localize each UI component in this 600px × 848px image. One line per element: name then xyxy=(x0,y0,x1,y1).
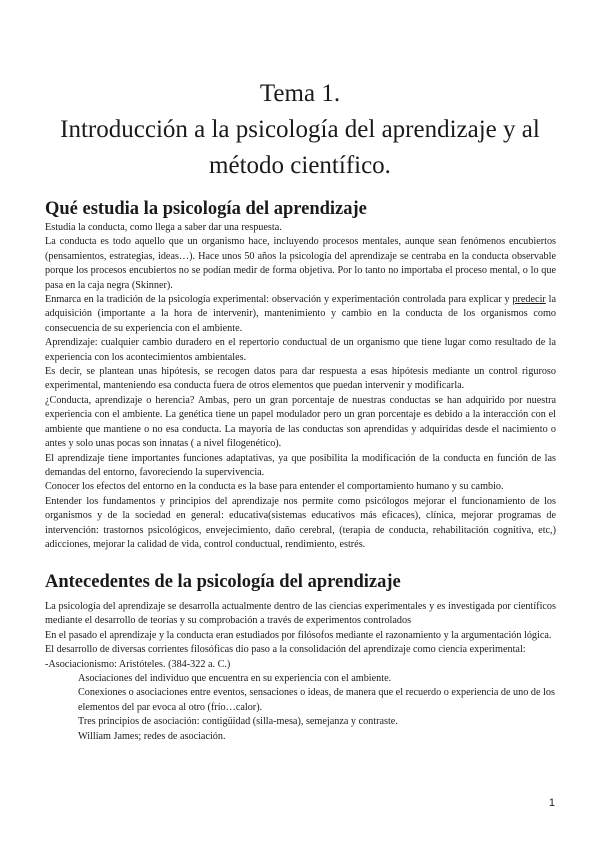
paragraph: La conducta es todo aquello que un organismo hace, incluyendo procesos mentales, aunque sean fenómenos encubiertos (pensamientos, estrategias, ideas…). Hace unos 50 años la psicología del aprendizaje se centraba en la conducta observable porque los procesos encubiertos no se podían medir de forma objetiva. Por lo tanto no importaba el proceso mental, o lo que pasa en la caja negra (Skinner). xyxy=(45,236,556,291)
indented-paragraph: William James; redes de asociación. xyxy=(78,730,226,742)
section-2-body xyxy=(45,600,556,744)
title-line-3: método científico. xyxy=(209,152,391,179)
paragraph: Entender los fundamentos y principios del aprendizaje nos permite como psicólogos mejorar el funcionamiento de los organismos y de la sociedad en general: educativa(sistemas educativos más eficaces), clínica, mejorar programas de intervención: trastornos psicológicos, envejecimiento, daño cerebral, (terapia de conducta, rehabilitación cognitiva, etc,) adicciones, mejorar la calidad de vida, control conductual, rendimiento, estrés. xyxy=(45,495,556,550)
document-title xyxy=(60,76,540,184)
paragraph-part: Enmarca en la tradición de la psicología experimental: observación y experimentación controlada para explicar y xyxy=(45,294,513,306)
title-line-2: Introducción a la psicología del aprendizaje y al xyxy=(60,116,540,143)
section-1-body xyxy=(45,221,556,552)
indented-paragraph: Conexiones o asociaciones entre eventos, sensaciones o ideas, de manera que el recuerdo o experiencia de uno de los elementos del par evoca al otro (frío…calor). xyxy=(78,687,555,713)
paragraph-part: la adquisición (importante a la hora de intervenir), mantenimiento y cambio en la conducta de los organismos como consecuencia de su experiencia con el ambiente. xyxy=(45,294,556,334)
title-line-1: Tema 1. xyxy=(259,80,341,107)
paragraph: Es decir, se plantean unas hipótesis, se recogen datos para dar respuesta a esas hipótesis mediante un control riguroso experimental, manteniendo esa conducta fuera de otros elementos que puedan intervenir y modificarla. xyxy=(45,366,556,392)
section-heading-antecedentes: Antecedentes de la psicología del aprendizaje xyxy=(45,572,401,592)
page-number: 1 xyxy=(548,797,555,809)
paragraph: ¿Conducta, aprendizaje o herencia? Ambas, pero un gran porcentaje de nuestras conductas se han adquirido por nuestra experiencia con el ambiente. La genética tiene un papel modulador pero un gran porcentaje es debido a la interacción con el ambiente que mantiene o no esa conducta. La mayoría de las conductas son aprendidas y adquiridas desde el nacimiento o antes y solo unas pocas son innatas ( a nivel filogenético). xyxy=(45,394,556,450)
paragraph: Conocer los efectos del entorno en la conducta es la base para entender el comportamiento humano y su cambio. xyxy=(45,481,504,493)
paragraph: Estudia la conducta, como llega a saber dar una respuesta. xyxy=(45,222,282,233)
paragraph xyxy=(45,293,556,336)
indented-paragraph: Tres principios de asociación: contigüidad (silla-mesa), semejanza y contraste. xyxy=(78,716,398,728)
section-heading-que-estudia: Qué estudia la psicología del aprendizaje xyxy=(45,199,367,219)
paragraph: El aprendizaje tiene importantes funciones adaptativas, ya que posibilita la modificación de la conducta en función de las demandas del entorno, favoreciendo la supervivencia. xyxy=(45,452,556,478)
indented-paragraph: Asociaciones del individuo que encuentra en su experiencia con el ambiente. xyxy=(78,673,392,685)
paragraph: En el pasado el aprendizaje y la conducta eran estudiados por filósofos mediante el razonamiento y la argumentación lógica. xyxy=(45,629,552,641)
underlined-word: predecir xyxy=(512,294,546,306)
paragraph: -Asociacionismo: Aristóteles. (384-322 a. C.) xyxy=(45,658,231,670)
paragraph: La psicología del aprendizaje se desarrolla actualmente dentro de las ciencias experimentales y es investigada por científicos mediante el desarrollo de teorías y su comprobación a través de experimentos controlados xyxy=(45,601,556,627)
paragraph: Aprendizaje: cualquier cambio duradero en el repertorio conductual de un organismo que tiene lugar como resultado de la experiencia con los acontecimientos ambientales. xyxy=(45,337,556,363)
paragraph: El desarrollo de diversas corrientes filosóficas dio paso a la consolidación del aprendizaje como ciencia experimental: xyxy=(45,644,526,656)
